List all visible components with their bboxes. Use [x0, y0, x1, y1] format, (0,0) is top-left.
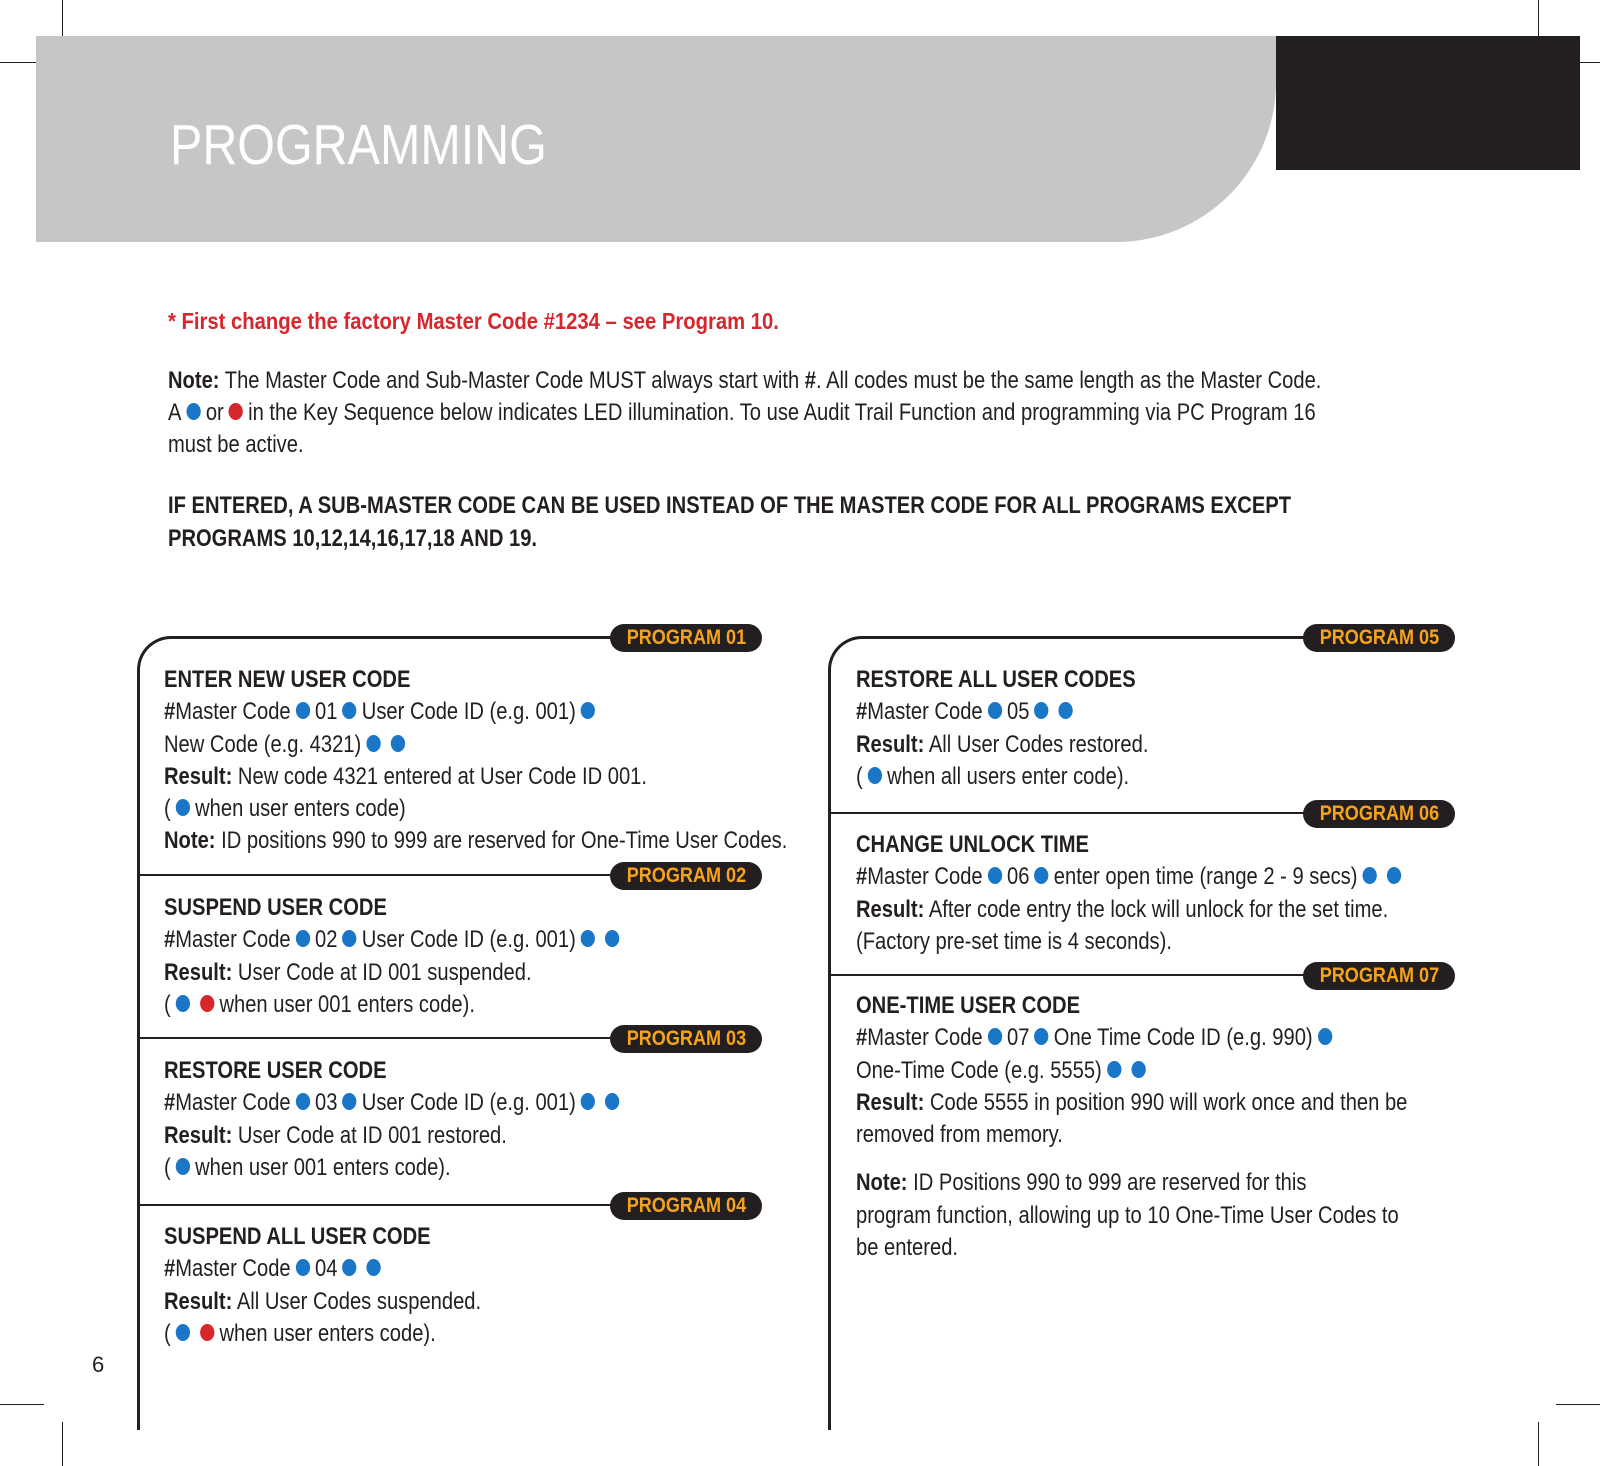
program-06-sequence: #Master Code 06 enter open time (range 2 - 9 secs): [856, 861, 1406, 893]
blue-led-icon: [176, 1158, 190, 1175]
blue-led-icon: [988, 1028, 1002, 1045]
program-07-sequence: #Master Code 07 One Time Code ID (e.g. 990): [856, 1022, 1407, 1054]
divider-p07: [828, 974, 1304, 976]
program-02-title: SUSPEND USER CODE: [164, 894, 387, 921]
blue-led-icon: [296, 702, 310, 719]
divider-p02: [137, 874, 613, 876]
program-05-led: ( when all users enter code).: [856, 762, 1130, 790]
factory-code-warning: * First change the factory Master Code #1234 – see Program 10.: [168, 308, 779, 334]
blue-led-icon: [1131, 1061, 1145, 1078]
badge-program-02: PROGRAM 02: [610, 862, 762, 890]
blue-led-icon: [186, 403, 200, 420]
crop-mark: [1538, 1422, 1539, 1466]
program-01: [164, 664, 906, 858]
program-05: [856, 664, 1204, 793]
crop-mark: [0, 1404, 44, 1405]
program-04-title: SUSPEND ALL USER CODE: [164, 1223, 431, 1250]
program-02-led: ( when user 001 enters code).: [164, 990, 475, 1018]
badge-program-04: PROGRAM 04: [610, 1192, 762, 1220]
program-01-led: ( when user enters code): [164, 795, 406, 823]
blue-led-icon: [605, 1093, 619, 1110]
program-02: [164, 892, 712, 1021]
left-column-rule: [137, 672, 140, 1430]
program-05-sequence: #Master Code 05: [856, 696, 1148, 728]
blue-led-icon: [176, 799, 190, 816]
note-line-2: [168, 397, 1321, 429]
blue-led-icon: [868, 767, 882, 784]
program-06-title: CHANGE UNLOCK TIME: [856, 831, 1089, 858]
blue-led-icon: [1034, 702, 1048, 719]
program-05-title: RESTORE ALL USER CODES: [856, 666, 1136, 693]
blue-led-icon: [988, 702, 1002, 719]
program-07-title: ONE-TIME USER CODE: [856, 992, 1081, 1019]
led-or: or: [205, 399, 224, 426]
blue-led-icon: [296, 1093, 310, 1110]
note-text-2: . All codes must be the same length as the Master Code.: [815, 367, 1322, 394]
program-02-sequence: #Master Code 02 User Code ID (e.g. 001): [164, 924, 625, 956]
badge-program-05: PROGRAM 05: [1303, 624, 1455, 652]
divider-p03: [137, 1037, 613, 1039]
program-04-result: Result: All User Codes suspended.: [164, 1287, 482, 1315]
blue-led-icon: [342, 930, 356, 947]
blue-led-icon: [605, 930, 619, 947]
divider-p06: [828, 812, 1304, 814]
program-03-led: ( when user 001 enters code).: [164, 1153, 451, 1181]
note-line-1: [168, 365, 1321, 397]
blue-led-icon: [1387, 867, 1401, 884]
red-led-icon: [229, 403, 243, 420]
blue-led-icon: [1034, 1028, 1048, 1045]
program-01-title: ENTER NEW USER CODE: [164, 666, 411, 693]
note-label: Note:: [168, 367, 220, 394]
led-a: A: [168, 399, 182, 426]
header-black-block: [1276, 36, 1580, 170]
divider-p01: [174, 636, 614, 639]
blue-led-icon: [367, 1259, 381, 1276]
led-rest: in the Key Sequence below indicates LED illumination. To use Audit Trail Function and programming via PC Program 16: [248, 399, 1316, 426]
program-03-result: Result: User Code at ID 001 restored.: [164, 1121, 507, 1149]
program-04-led: ( when user enters code).: [164, 1319, 436, 1347]
program-06-factory: (Factory pre-set time is 4 seconds).: [856, 927, 1172, 955]
blue-led-icon: [176, 1324, 190, 1341]
sub-master-line-2: PROGRAMS 10,12,14,16,17,18 AND 19.: [168, 525, 538, 552]
blue-led-icon: [1034, 867, 1048, 884]
blue-led-icon: [1059, 702, 1073, 719]
blue-led-icon: [1107, 1061, 1121, 1078]
blue-led-icon: [296, 930, 310, 947]
badge-program-06: PROGRAM 06: [1303, 800, 1455, 828]
program-06-result: Result: After code entry the lock will unlock for the set time.: [856, 895, 1389, 923]
badge-program-01: PROGRAM 01: [610, 624, 762, 652]
program-05-result: Result: All User Codes restored.: [856, 730, 1149, 758]
program-02-result: Result: User Code at ID 001 suspended.: [164, 958, 532, 986]
note-hash: #: [804, 367, 816, 394]
program-06: [856, 829, 1511, 958]
crop-mark: [62, 1422, 63, 1466]
blue-led-icon: [342, 702, 356, 719]
blue-led-icon: [342, 1259, 356, 1276]
program-03-sequence: #Master Code 03 User Code ID (e.g. 001): [164, 1087, 625, 1119]
right-column-rule: [828, 672, 831, 1430]
program-01-result: Result: New code 4321 entered at User Code ID 001.: [164, 762, 647, 790]
sub-master-line-1: IF ENTERED, A SUB-MASTER CODE CAN BE USED INSTEAD OF THE MASTER CODE FOR ALL PROGRAMS EXCEPT: [168, 492, 1292, 519]
note-text-1: The Master Code and Sub-Master Code MUST always start with: [224, 367, 805, 394]
program-03-title: RESTORE USER CODE: [164, 1057, 387, 1084]
badge-program-03: PROGRAM 03: [610, 1025, 762, 1053]
intro-note: [168, 365, 1541, 461]
page-title: PROGRAMMING: [170, 113, 547, 177]
crop-mark: [1556, 1404, 1600, 1405]
blue-led-icon: [581, 930, 595, 947]
program-04: [164, 1221, 542, 1350]
blue-led-icon: [581, 702, 595, 719]
blue-led-icon: [342, 1093, 356, 1110]
note-line-3: must be active.: [168, 431, 304, 458]
blue-led-icon: [296, 1259, 310, 1276]
program-07-note-3: be entered.: [856, 1234, 959, 1262]
program-07: [856, 990, 1512, 1264]
blue-led-icon: [581, 1093, 595, 1110]
program-07-result-2: removed from memory.: [856, 1121, 1063, 1149]
sub-master-notice: [168, 489, 1505, 555]
blue-led-icon: [391, 735, 405, 752]
program-07-note: Note: ID Positions 990 to 999 are reserved for this: [856, 1169, 1307, 1197]
divider-p04: [137, 1204, 613, 1206]
blue-led-icon: [1318, 1028, 1332, 1045]
program-07-note-2: program function, allowing up to 10 One-Time User Codes to: [856, 1201, 1399, 1229]
program-07-one-time-code: One-Time Code (e.g. 5555): [856, 1055, 1407, 1087]
page-number: 6: [92, 1352, 105, 1377]
blue-led-icon: [1362, 867, 1376, 884]
red-led-icon: [200, 995, 214, 1012]
blue-led-icon: [988, 867, 1002, 884]
program-01-new-code: New Code (e.g. 4321): [164, 729, 787, 761]
red-led-icon: [200, 1324, 214, 1341]
divider-p05: [865, 636, 1305, 639]
badge-program-07: PROGRAM 07: [1303, 962, 1455, 990]
program-01-note: Note: ID positions 990 to 999 are reserved for One-Time User Codes.: [164, 827, 788, 855]
program-04-sequence: #Master Code 04: [164, 1253, 481, 1285]
program-01-sequence: #Master Code 01 User Code ID (e.g. 001): [164, 696, 787, 728]
blue-led-icon: [176, 995, 190, 1012]
blue-led-icon: [366, 735, 380, 752]
program-03: [164, 1055, 712, 1184]
program-07-result: Result: Code 5555 in position 990 will work once and then be: [856, 1088, 1408, 1116]
